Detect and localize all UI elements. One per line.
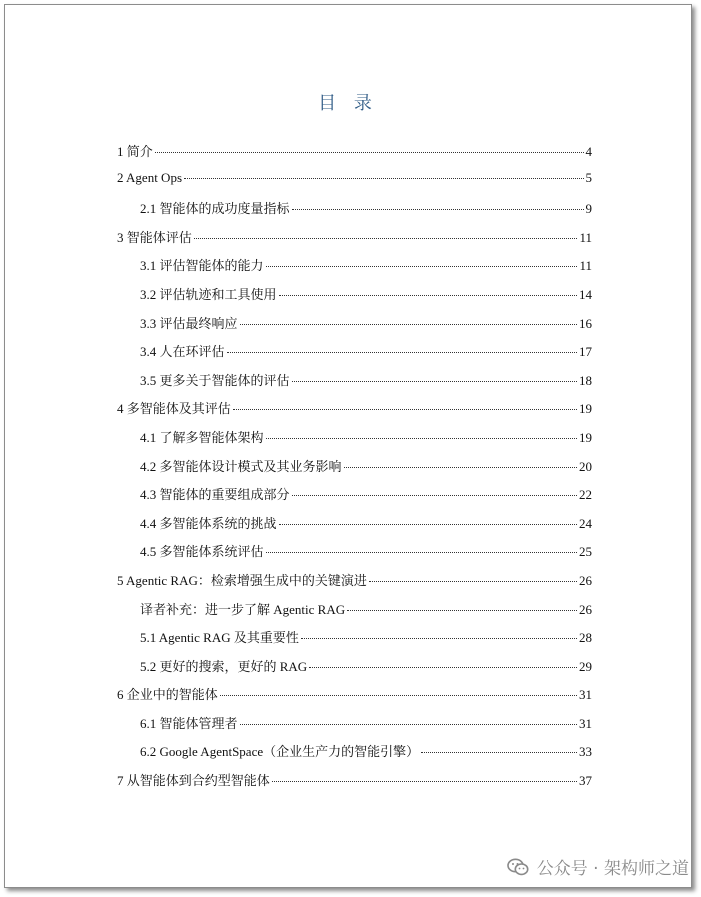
toc-entry-page: 9 — [585, 201, 592, 217]
toc-leader-dots — [266, 437, 577, 439]
toc-leader-dots — [292, 208, 584, 210]
toc-entry-page: 33 — [579, 744, 592, 760]
toc-entry-label: 4 多智能体及其评估 — [117, 401, 231, 417]
toc-entry[interactable] — [117, 284, 592, 313]
toc-entry-label: 6.2 Google AgentSpace（企业生产力的智能引擎） — [140, 744, 420, 760]
toc-entry-page: 26 — [579, 601, 592, 617]
toc-entry-page: 16 — [579, 315, 592, 331]
toc-entry-page: 37 — [579, 773, 592, 789]
toc-entry[interactable] — [117, 141, 592, 170]
toc-entry-page: 25 — [579, 544, 592, 560]
toc-entry-label: 2.1 智能体的成功度量指标 — [140, 201, 290, 217]
toc-entry-page: 24 — [579, 515, 592, 531]
toc-entry[interactable] — [117, 427, 592, 456]
toc-leader-dots — [301, 637, 577, 639]
toc-title: 目 录 — [318, 93, 378, 114]
watermark-text: 公众号 · 架构师之道 — [536, 859, 689, 879]
toc-leader-dots — [240, 323, 577, 325]
toc-entry[interactable] — [117, 570, 592, 599]
toc-leader-dots — [279, 294, 577, 296]
toc-leader-dots — [292, 380, 577, 382]
toc-entry-label: 1 简介 — [117, 144, 153, 159]
toc-entry[interactable] — [117, 713, 592, 742]
toc-entry-label: 6.1 智能体管理者 — [140, 715, 238, 731]
toc-entry-page: 28 — [579, 630, 592, 646]
toc-entry[interactable] — [117, 656, 592, 685]
toc-entry[interactable] — [117, 227, 592, 256]
toc-leader-dots — [369, 580, 577, 582]
toc-entry[interactable] — [117, 370, 592, 399]
toc-leader-dots — [266, 265, 578, 267]
toc-entry-label: 译者补充：进一步了解 Agentic RAG — [140, 601, 346, 617]
toc-leader-dots — [309, 666, 577, 668]
toc-leader-dots — [155, 151, 584, 153]
toc-entry-page: 31 — [579, 687, 592, 703]
toc-leader-dots — [233, 408, 577, 410]
toc-entry-label: 4.3 智能体的重要组成部分 — [140, 487, 290, 503]
toc-entry[interactable] — [117, 484, 592, 513]
toc-leader-dots — [279, 523, 577, 525]
toc-entry-label: 4.2 多智能体设计模式及其业务影响 — [140, 458, 342, 474]
toc-leader-dots — [227, 351, 577, 353]
toc-leader-dots — [240, 723, 577, 725]
toc-entry-page: 11 — [579, 258, 592, 274]
toc-entry-page: 4 — [585, 144, 592, 159]
watermark — [507, 854, 689, 879]
toc-entry[interactable] — [117, 170, 592, 199]
toc-entry-page: 31 — [579, 715, 592, 731]
toc-entry-page: 19 — [579, 429, 592, 445]
toc-leader-dots — [194, 237, 578, 239]
toc-entry-label: 3.4 人在环评估 — [140, 344, 225, 360]
toc-entry-page: 20 — [579, 458, 592, 474]
toc-entry-page: 5 — [585, 169, 592, 185]
toc-entry[interactable] — [117, 255, 592, 284]
toc-entry-page: 14 — [579, 286, 592, 302]
toc-entry[interactable] — [117, 541, 592, 570]
toc-entry[interactable] — [117, 684, 592, 713]
toc-entry-label: 5.2 更好的搜索，更好的 RAG — [140, 658, 308, 674]
toc-entry[interactable] — [117, 741, 592, 770]
toc-leader-dots — [272, 780, 577, 782]
toc-list — [117, 141, 592, 799]
toc-entry-label: 3.2 评估轨迹和工具使用 — [140, 286, 277, 302]
toc-entry-label: 5.1 Agentic RAG 及其重要性 — [140, 630, 299, 646]
toc-entry-label: 4.1 了解多智能体架构 — [140, 429, 264, 445]
toc-leader-dots — [292, 494, 577, 496]
document-page — [4, 4, 692, 888]
toc-entry-label: 6 企业中的智能体 — [117, 687, 218, 703]
toc-entry-page: 22 — [579, 487, 592, 503]
toc-entry[interactable] — [117, 198, 592, 227]
toc-entry-page: 17 — [579, 344, 592, 360]
toc-entry-label: 3.5 更多关于智能体的评估 — [140, 372, 290, 388]
toc-entry[interactable] — [117, 456, 592, 485]
toc-entry-page: 29 — [579, 658, 592, 674]
toc-entry-page: 19 — [579, 401, 592, 417]
toc-leader-dots — [347, 609, 577, 611]
toc-entry-label: 4.4 多智能体系统的挑战 — [140, 515, 277, 531]
toc-entry[interactable] — [117, 398, 592, 427]
toc-entry[interactable] — [117, 770, 592, 799]
toc-entry[interactable] — [117, 627, 592, 656]
toc-entry-label: 2 Agent Ops — [117, 169, 182, 185]
toc-entry-page: 18 — [579, 372, 592, 388]
toc-entry[interactable] — [117, 341, 592, 370]
toc-entry-label: 3 智能体评估 — [117, 229, 192, 245]
toc-leader-dots — [421, 751, 577, 753]
toc-entry-label: 3.3 评估最终响应 — [140, 315, 238, 331]
toc-entry[interactable] — [117, 599, 592, 628]
toc-leader-dots — [266, 551, 577, 553]
toc-entry-label: 7 从智能体到合约型智能体 — [117, 773, 270, 789]
toc-entry[interactable] — [117, 313, 592, 342]
toc-leader-dots — [220, 694, 577, 696]
toc-entry-label: 5 Agentic RAG：检索增强生成中的关键演进 — [117, 572, 367, 588]
toc-entry-page: 11 — [579, 229, 592, 245]
toc-entry[interactable] — [117, 513, 592, 542]
toc-entry-page: 26 — [579, 572, 592, 588]
wechat-icon — [507, 858, 529, 876]
toc-leader-dots — [344, 466, 577, 468]
toc-entry-label: 4.5 多智能体系统评估 — [140, 544, 264, 560]
toc-leader-dots — [184, 177, 584, 179]
toc-entry-label: 3.1 评估智能体的能力 — [140, 258, 264, 274]
